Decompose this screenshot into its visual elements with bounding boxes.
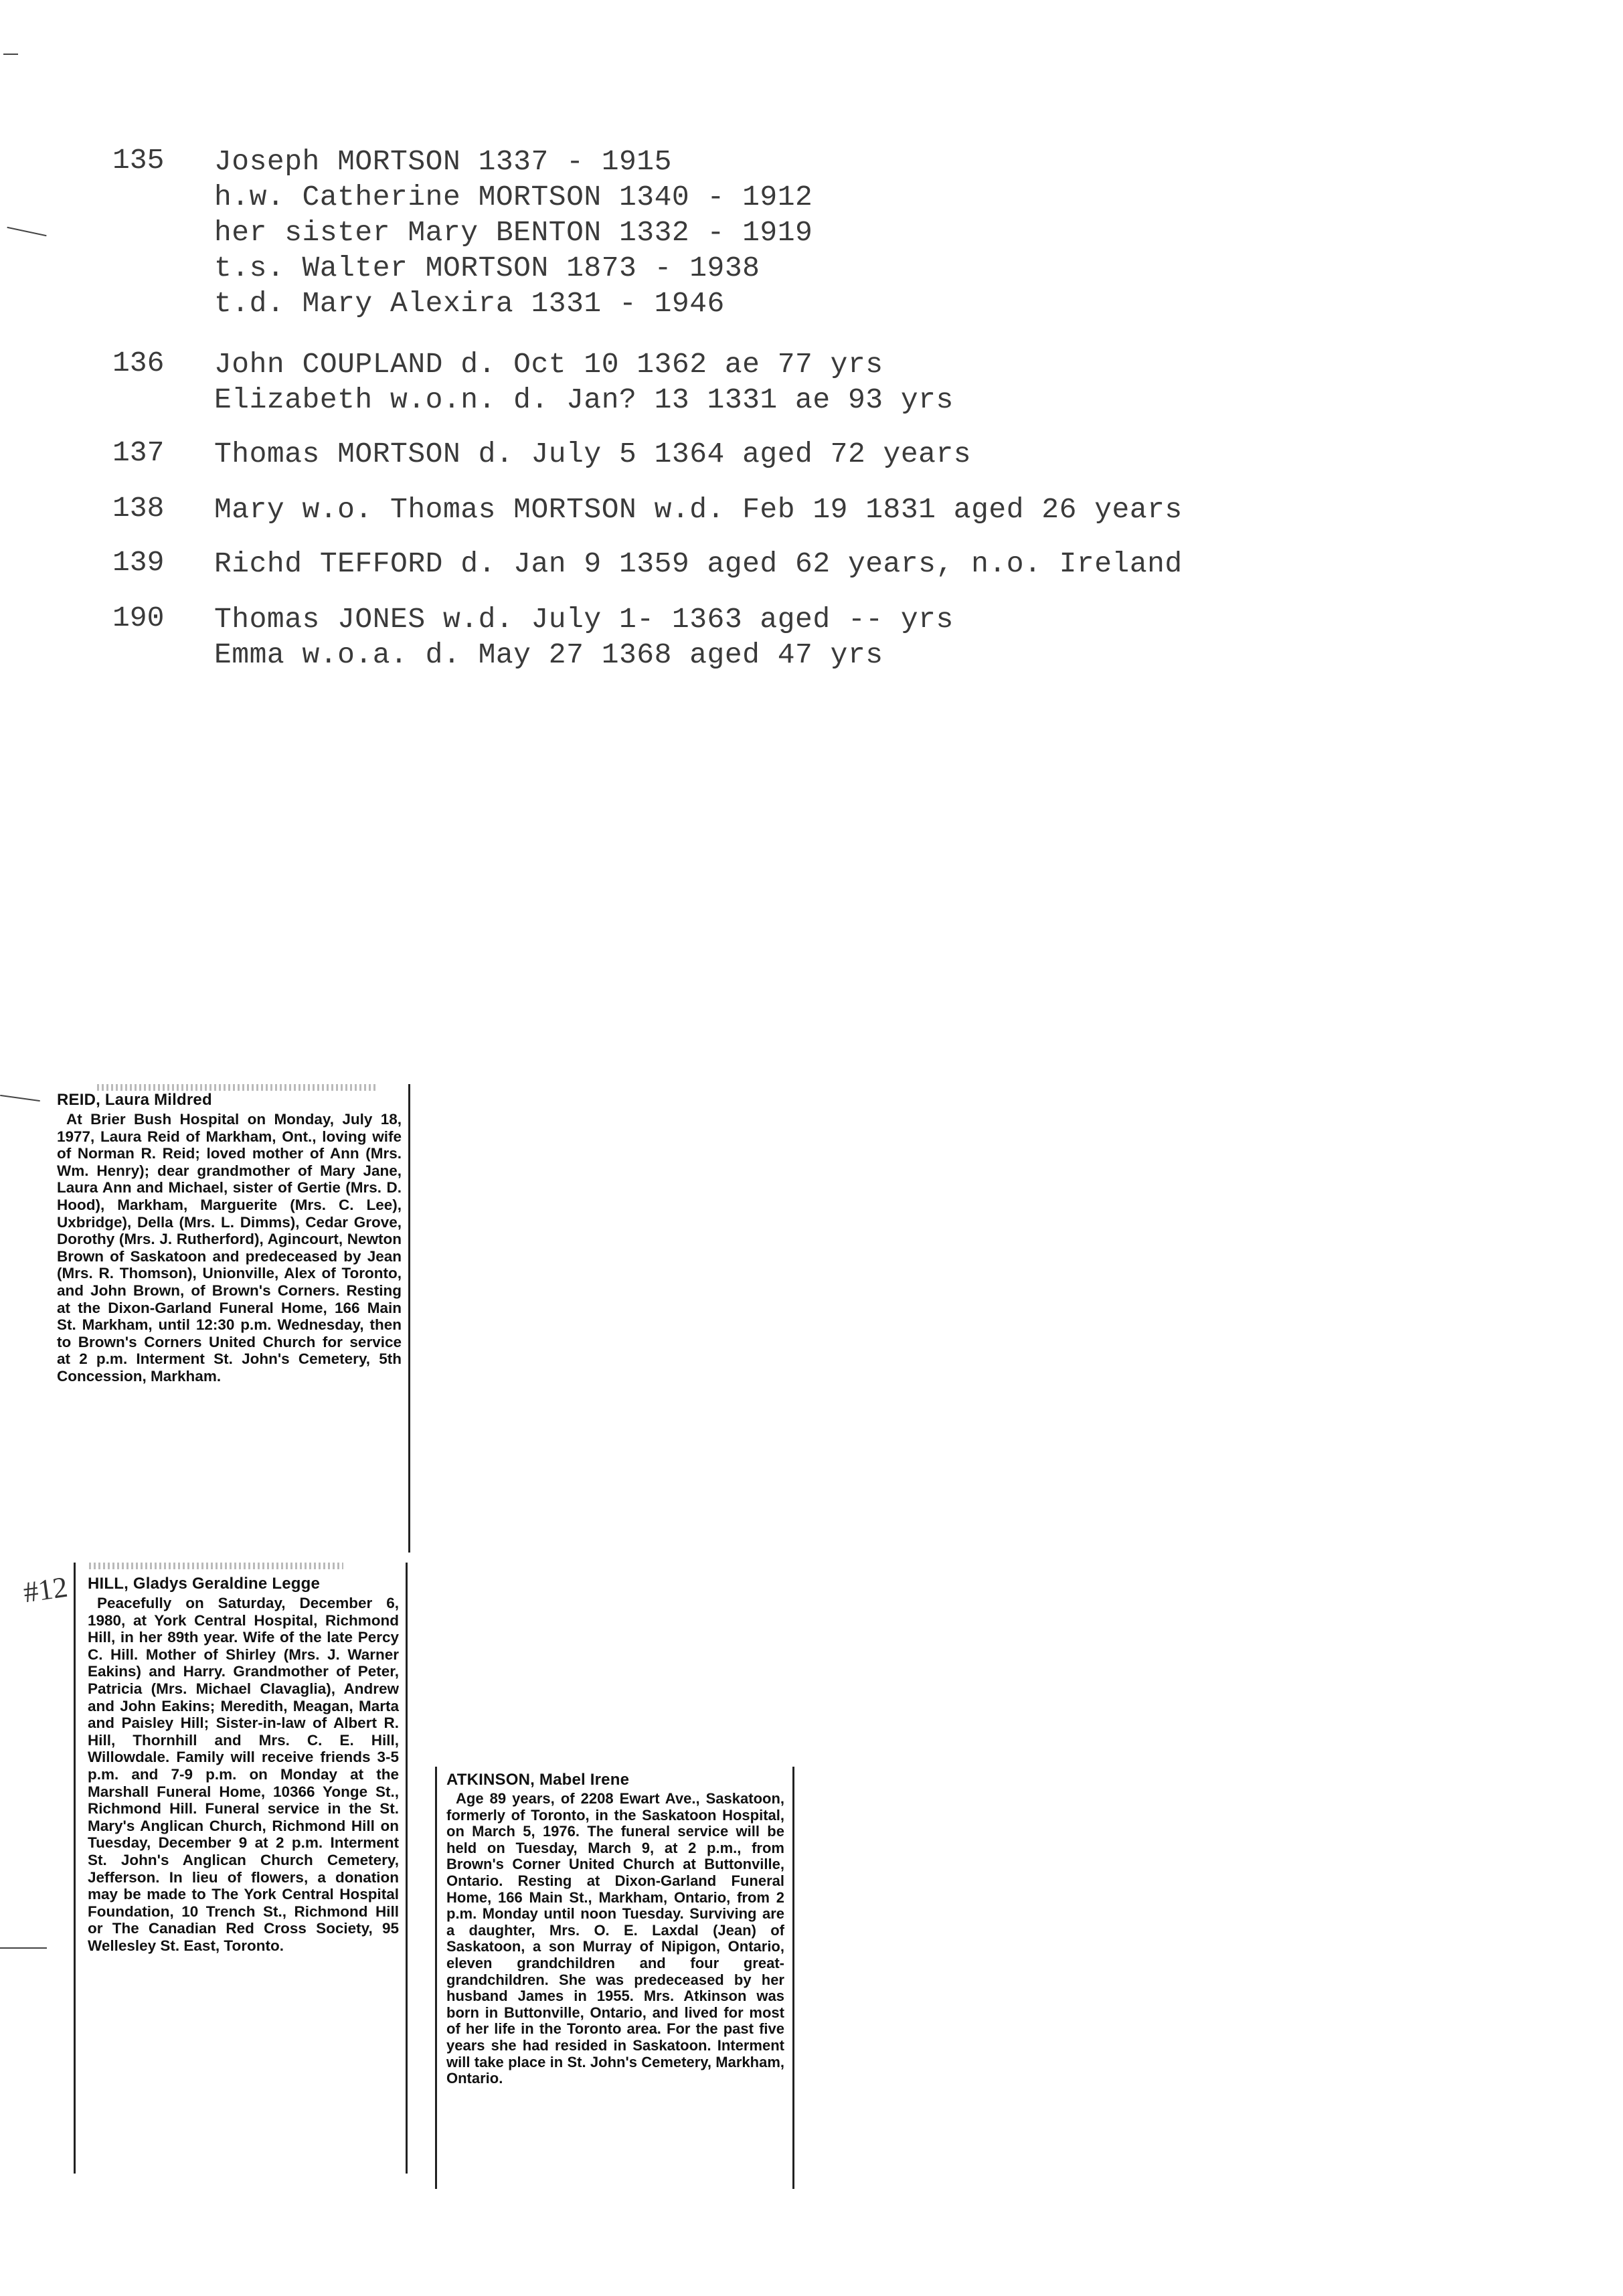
obituary-name: HILL, Gladys Geraldine Legge <box>88 1575 321 1593</box>
entry-line: Emma w.o.a. d. May 27 1368 aged 47 yrs <box>214 638 883 671</box>
entry-number: 135 <box>112 144 165 177</box>
obituary-text: At Brier Bush Hospital on Monday, July 18, 1977, Laura Reid of Markham, Ont., loving wife of Norman R. Reid; loved mother of Ann (Mrs. Wm. Henry); dear grandmother of Mary Jane, Laura Ann and Michael, sister of Gertie (Mrs. D. Hood), Markham, Marguerite (Mrs. C. Lee), Uxbridge), Della (Mrs. L. Dimms), Cedar Grove, Dorothy (Mrs. J. Rutherford), Agincourt, Newton Brown of Saskatoon and predeceased by Jean (Mrs. R. Thomson), Unionville, Alex of Toronto, and John Brown, of Brown's Corners. Resting at the Dixon-Garland Funeral Home, 166 Main St. Markham, until 12:30 p.m. Wednesday, then to Brown's Corners United Church for service at 2 p.m. Interment St. John's Cemetery, 5th Concession, Markham. <box>57 1111 402 1385</box>
entry-line: her sister Mary BENTON 1332 - 1919 <box>214 216 813 249</box>
entry-line: Thomas MORTSON d. July 5 1364 aged 72 years <box>214 438 972 470</box>
cemetery-transcription <box>107 144 1245 691</box>
entry-number: 190 <box>112 602 165 634</box>
scan-mark <box>0 1095 40 1101</box>
entry-line: t.s. Walter MORTSON 1873 - 1938 <box>214 252 760 284</box>
entry-135 <box>107 144 1245 321</box>
entry-number: 137 <box>112 436 165 469</box>
obituary-clipping-reid <box>57 1084 410 1553</box>
scan-noise <box>97 1084 378 1091</box>
entry-190 <box>107 602 1245 673</box>
obituary-clipping-atkinson <box>435 1767 794 2189</box>
obituary-name: REID, Laura Mildred <box>57 1091 212 1109</box>
entry-number: 136 <box>112 347 165 379</box>
obituary-clipping-hill <box>74 1563 408 2174</box>
obituary-text: Peacefully on Saturday, December 6, 1980, at York Central Hospital, Richmond Hill, in her 89th year. Wife of the late Percy C. Hill. Mother of Shirley (Mrs. J. Warner Eakins) and Harry. Grandmother of Peter, Patricia (Mrs. Michael Clavaglia), Andrew and John Eakins; Meredith, Meagan, Marta and Paisley Hill; Sister-in-law of Albert R. Hill, Thornhill and Mrs. C. E. Hill, Willowdale. Family will receive friends 3-5 p.m. and 7-9 p.m. on Monday at the Marshall Funeral Home, 10366 Yonge St., Richmond Hill. Funeral service in the St. Mary's Anglican Church, Richmond Hill on Tuesday, December 9 at 2 p.m. Interment St. John's Anglican Church Cemetery, Jefferson. In lieu of flowers, a donation may be made to The York Central Hospital Foundation, 10 Trench St., Richmond Hill or The Canadian Red Cross Society, 95 Wellesley St. East, Toronto. <box>88 1595 399 1954</box>
entry-139 <box>107 546 1245 582</box>
scan-noise <box>89 1563 343 1569</box>
entry-number: 138 <box>112 492 165 525</box>
obituary-name: ATKINSON, Mabel Irene <box>446 1771 630 1789</box>
entry-137 <box>107 436 1245 472</box>
entry-136 <box>107 347 1245 418</box>
entry-line: Richd TEFFORD d. Jan 9 1359 aged 62 years, n.o. Ireland <box>214 547 1183 580</box>
entry-number: 139 <box>112 546 165 579</box>
entry-line: Mary w.o. Thomas MORTSON w.d. Feb 19 1831 aged 26 years <box>214 493 1183 526</box>
entry-line: John COUPLAND d. Oct 10 1362 ae 77 yrs <box>214 348 883 381</box>
entry-line: Thomas JONES w.d. July 1- 1363 aged -- yrs <box>214 603 954 636</box>
scan-mark <box>0 1947 47 1949</box>
entry-line: Joseph MORTSON 1337 - 1915 <box>214 145 672 178</box>
entry-line: t.d. Mary Alexira 1331 - 1946 <box>214 287 725 320</box>
obituary-text: Age 89 years, of 2208 Ewart Ave., Saskatoon, formerly of Toronto, in the Saskatoon Hospital, on March 5, 1976. The funeral service will be held on Tuesday, March 9, at 2 p.m., from Brown's Corner United Church at Buttonville, Ontario. Resting at Dixon-Garland Funeral Home, 166 Main St., Markham, Ontario, from 2 p.m. Monday until noon Tuesday. Surviving are a daughter, Mrs. O. E. Laxdal (Jean) of Saskatoon, a son Murray of Nipigon, Ontario, eleven grandchildren and four great-grandchildren. She was predeceased by her husband James in 1955. Mrs. Atkinson was born in Buttonville, Ontario, and lived for most of her life in the Toronto area. For the past five years she had resided in Saskatoon. Interment will take place in St. John's Cemetery, Markham, Ontario. <box>446 1790 784 2087</box>
entry-138 <box>107 492 1245 527</box>
scan-mark <box>7 227 46 236</box>
entry-line: h.w. Catherine MORTSON 1340 - 1912 <box>214 181 813 213</box>
entry-line: Elizabeth w.o.n. d. Jan? 13 1331 ae 93 yrs <box>214 383 954 416</box>
margin-note: #12 <box>21 1570 70 1609</box>
scan-mark <box>3 54 18 55</box>
